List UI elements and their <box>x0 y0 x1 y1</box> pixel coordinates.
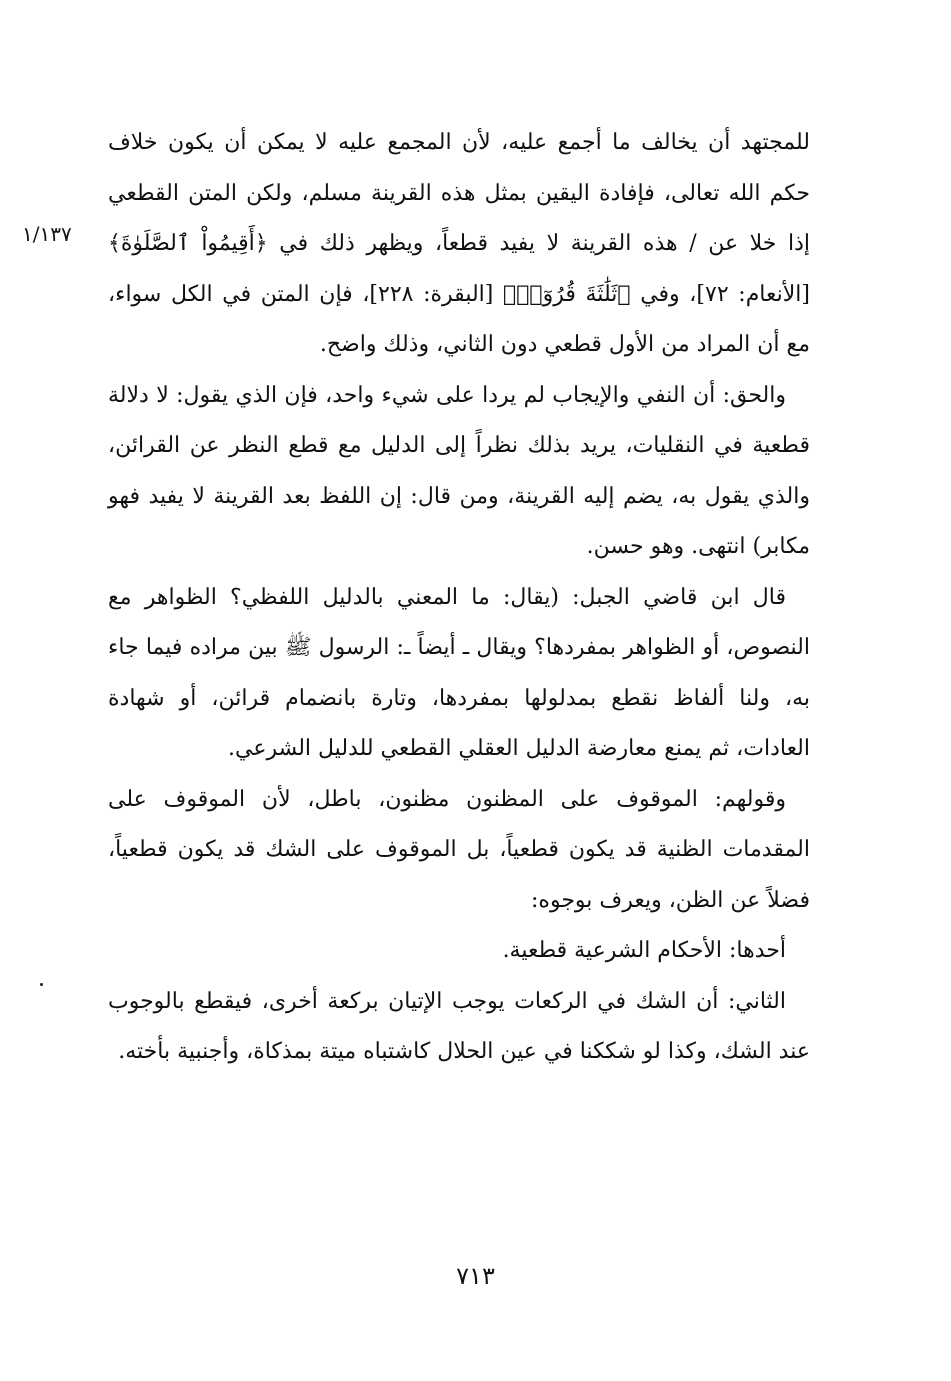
paragraph-2: والحق: أن النفي والإيجاب لم يردا على شيء واحد، فإن الذي يقول: لا دلالة قطعية في النقليات، يريد بذلك نظراً إلى الدليل مع قطع النظر عن القرائن، والذي يقول به، يضم إليه القرينة، ومن قال: إن اللفظ بعد القرينة لا يفيد فهو مكابر) انتهى. وهو حسن. <box>108 382 810 559</box>
paragraph-1: للمجتهد أن يخالف ما أجمع عليه، لأن المجمع عليه لا يمكن أن يكون خلاف حكم الله تعالى، فإفادة اليقين بمثل هذه القرينة مسلم، ولكن المتن القطعي إذا خلا عن / هذه القرينة لا يفيد قطعاً، ويظهر ذلك في ﴿أَقِيمُواْ ٱلصَّلَوٰةَ﴾ [الأنعام: ٧٢]، وفي ﴿ثَلَٰثَةَ قُرُوٓءٖ﴾ [البقرة: ٢٢٨]، فإن المتن في الكل سواء، مع أن المراد من الأول قطعي دون الثاني، وذلك واضح. <box>108 130 810 357</box>
paragraph-4: وقولهم: الموقوف على المظنون مظنون، باطل، لأن الموقوف على المقدمات الظنية قد يكون قطعياً، بل الموقوف على الشك قد يكون قطعياً، فضلاً عن الظن، ويعرف بوجوه: <box>108 786 810 913</box>
margin-page-reference: ١/١٣٧ <box>22 222 72 246</box>
paragraph-5: أحدها: الأحكام الشرعية قطعية. <box>502 938 786 963</box>
page-body <box>108 118 810 1078</box>
paragraph-3: قال ابن قاضي الجبل: (يقال: ما المعني بالدليل اللفظي؟ الظواهر مع النصوص، أو الظواهر بمفردها؟ ويقال ـ أيضاً ـ: الرسول ﷺ بين مراده فيما جاء به، ولنا ألفاظ نقطع بمدلولها بمفردها، وتارة بانضمام قرائن، أو شهادة العادات، ثم يمنع معارضة الدليل العقلي القطعي للدليل الشرعي. <box>108 584 810 761</box>
paragraph-6: الثاني: أن الشك في الركعات يوجب الإتيان بركعة أخرى، فيقطع بالوجوب عند الشك، وكذا لو شككنا في عين الحلال كاشتباه ميتة بمذكاة، وأجنبية بأخته. <box>108 988 810 1064</box>
scan-speck <box>40 983 43 986</box>
page-number: ٧١٣ <box>456 1262 495 1290</box>
